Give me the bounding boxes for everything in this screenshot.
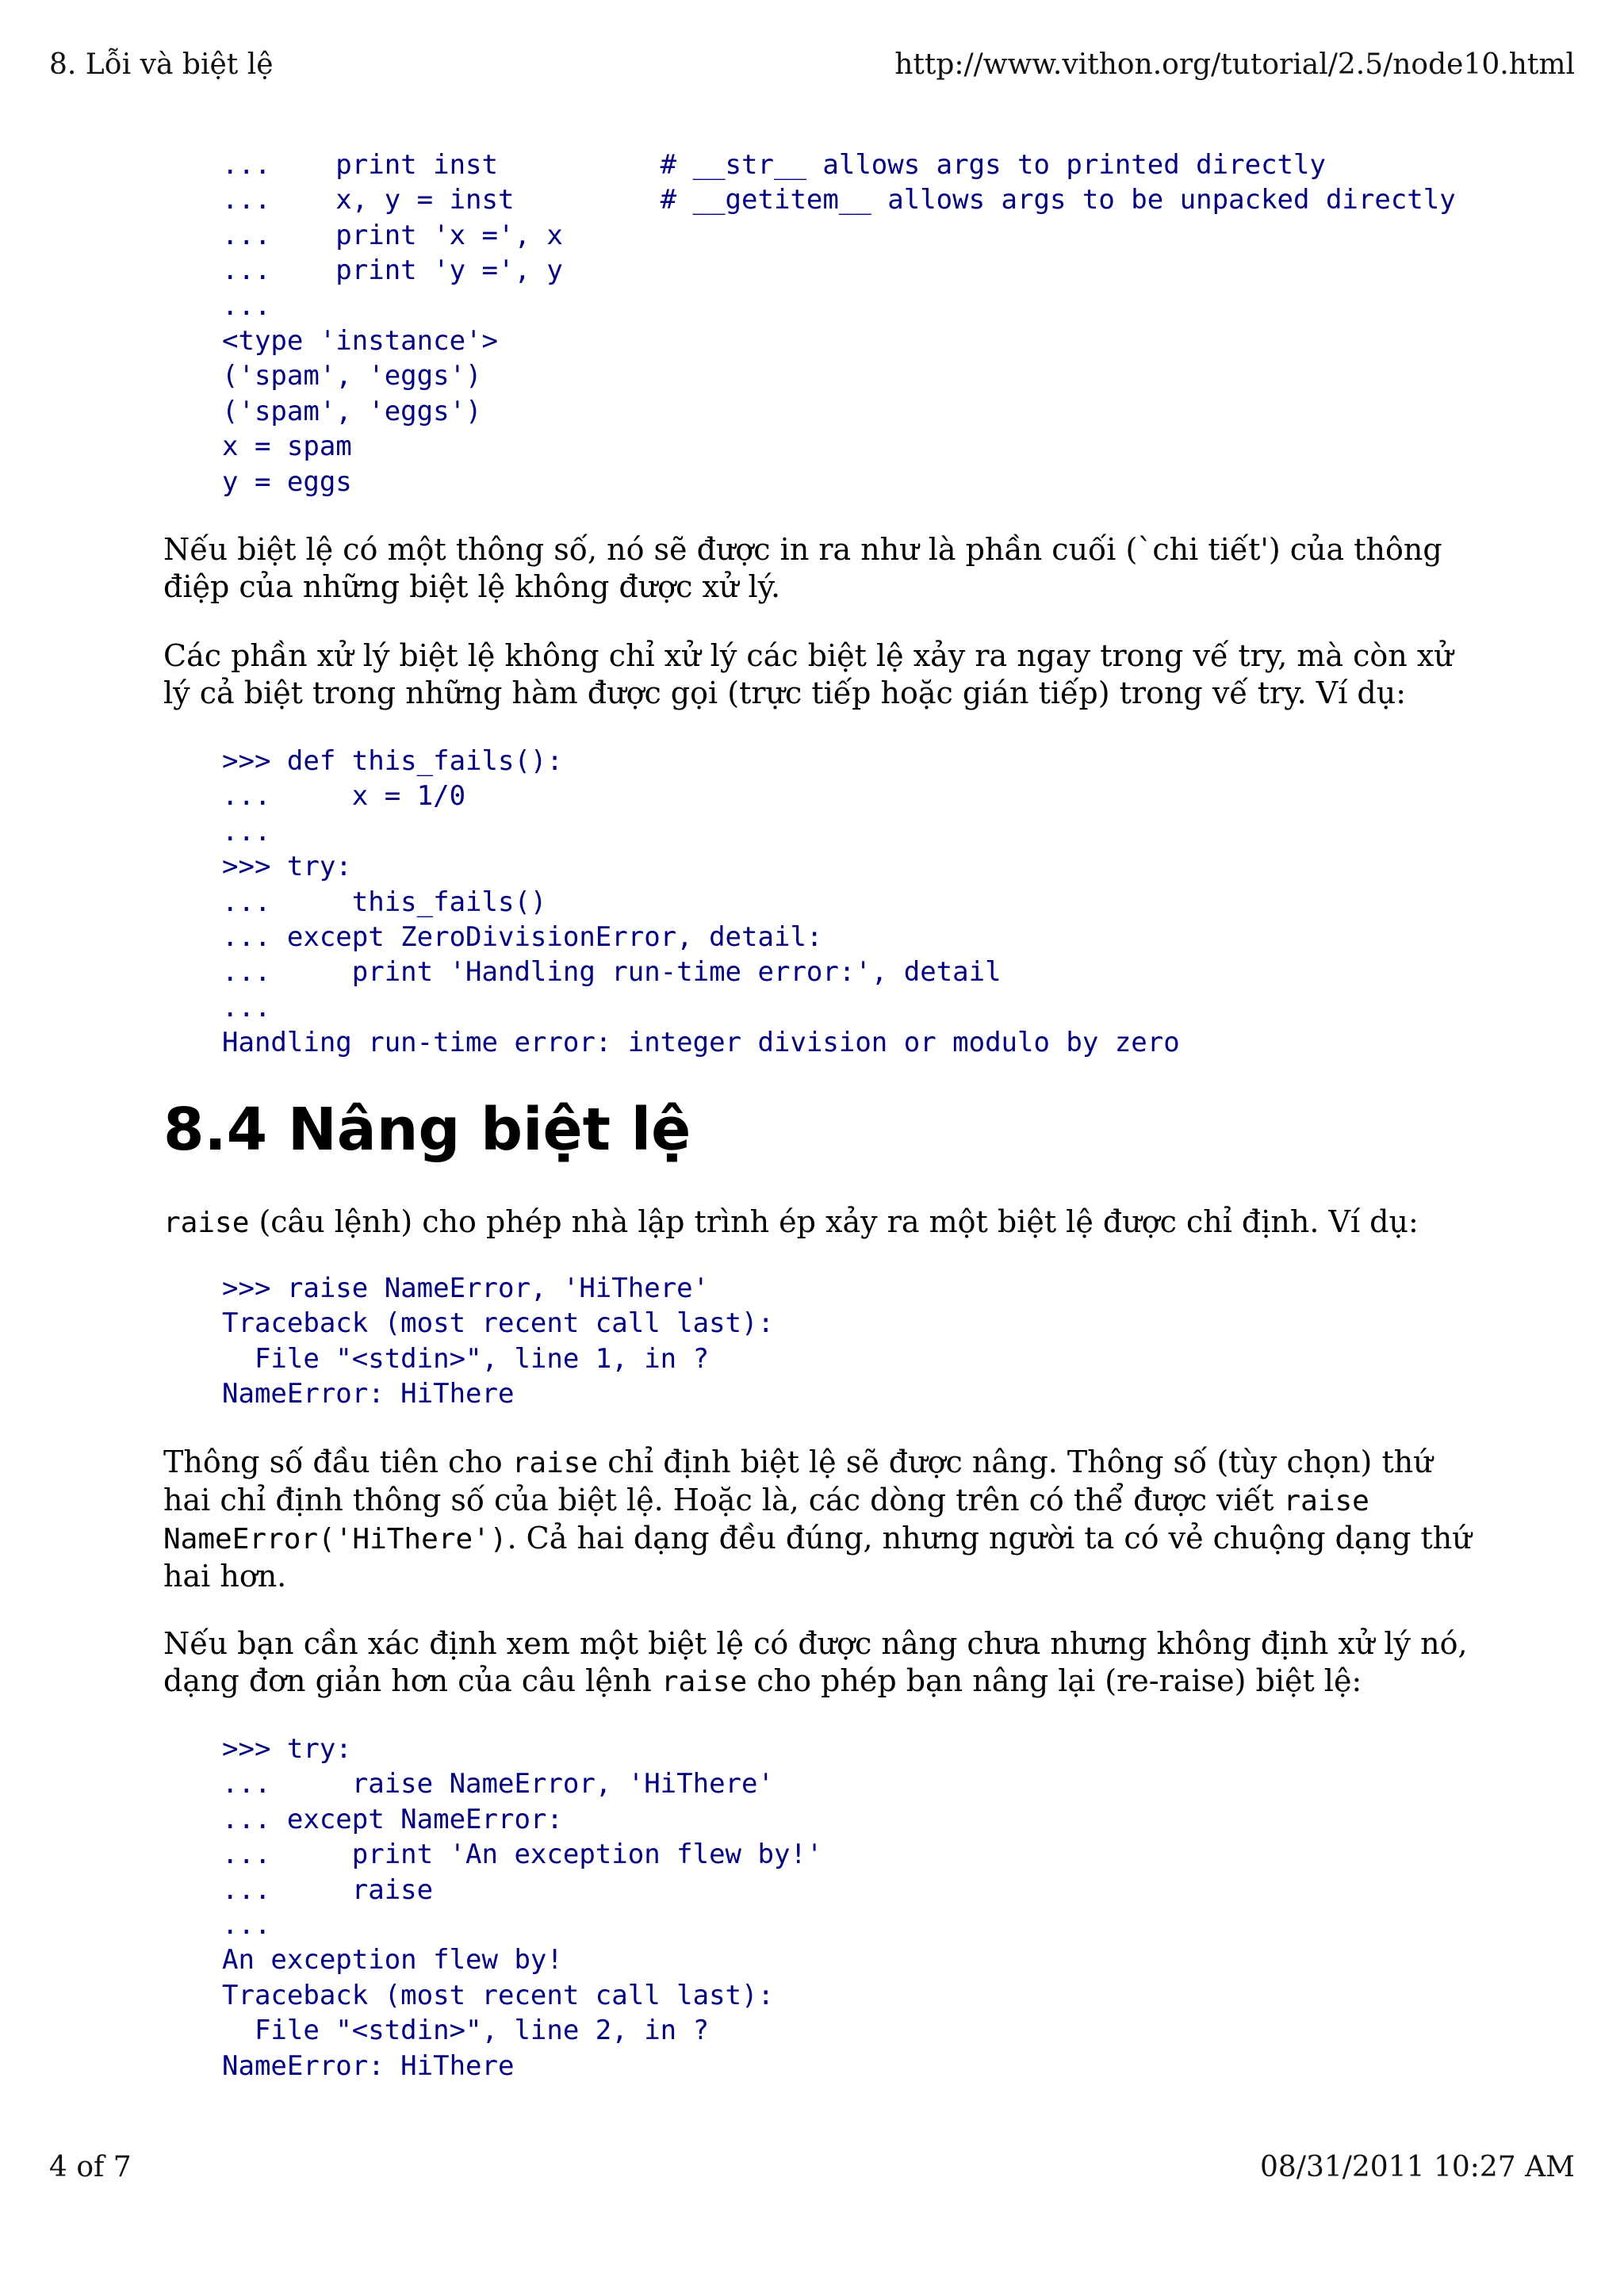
paragraph-re-raise [163,1625,1480,1701]
print-header [49,48,1575,82]
text-span: . Cả hai dạng đều đúng, nhưng người ta có vẻ chuộng dạng thứ hai hơn. [163,1521,1472,1594]
paragraph-raise-intro [163,1203,1480,1242]
text-span: (câu lệnh) cho phép nhà lập trình ép xảy ra một biệt lệ được chỉ định. Ví dụ: [249,1204,1419,1239]
paragraph-raise-args [163,1444,1480,1595]
print-datetime: 08/31/2011 10:27 AM [1260,2151,1575,2183]
code-block-re-raise: >>> try: ... raise NameError, 'HiThere' ... except NameError: ... print 'An exception flew by!' ... raise ... An exception flew by! Traceback (most recent call last): File "<stdin>", line 2, in ? NameError: HiThere [222,1733,823,2082]
paragraph-exception-detail: Nếu biệt lệ có một thông số, nó sẽ được in ra như là phần cuối (`chi tiết') của thông điệp của những biệt lệ không được xử lý. [163,532,1442,604]
code-block-raise: >>> raise NameError, 'HiThere' Traceback (most recent call last): File "<stdin>", line 1, in ? NameError: HiThere [222,1272,774,1410]
code-block-exception-args: ... print inst # __str__ allows args to printed directly ... x, y = inst # __getitem__ allows args to be unpacked directly ... print 'x =', x ... print 'y =', y ... <type 'instance'> ('spam', 'eggs') ('spam', 'eggs') x = spam y = eggs [222,149,1456,498]
text-span: Nếu bạn cần xác định xem một biệt lệ có được nâng chưa nhưng không định xử lý nó, dạng đơn giản hơn của câu lệnh [163,1626,1468,1698]
inline-code: raise [661,1666,748,1698]
text-span: chỉ định biệt lệ sẽ được nâng. Thông số (tùy chọn) thứ hai chỉ định thông số của biệt lệ. Hoặc là, các dòng trên có thể được viết [163,1445,1433,1517]
page-url: http://www.vithon.org/tutorial/2.5/node10.html [894,48,1575,81]
section-heading: 8.4 Nâng biệt lệ [163,1096,691,1164]
paragraph-handler-scope: Các phần xử lý biệt lệ không chỉ xử lý các biệt lệ xảy ra ngay trong vế try, mà còn xử lý cả biệt trong những hàm được gọi (trực tiếp hoặc gián tiếp) trong vế try. Ví dụ: [163,638,1454,710]
print-footer [49,2150,1575,2185]
page-title: 8. Lỗi và biệt lệ [49,48,274,81]
inline-code: raise [163,1207,250,1239]
inline-code: raise [511,1447,599,1479]
code-block-zero-division: >>> def this_fails(): ... x = 1/0 ... >>> try: ... this_fails() ... except ZeroDivisionError, detail: ... print 'Handling run-time error:', detail ... Handling run-time error: integer division or modulo by zero [222,745,1180,1059]
page-number: 4 of 7 [49,2151,132,2183]
text-span: cho phép bạn nâng lại (re-raise) biệt lệ: [747,1663,1362,1698]
inline-code: raise NameError('HiThere') [163,1485,1369,1556]
text-span: Thông số đầu tiên cho [163,1445,512,1479]
